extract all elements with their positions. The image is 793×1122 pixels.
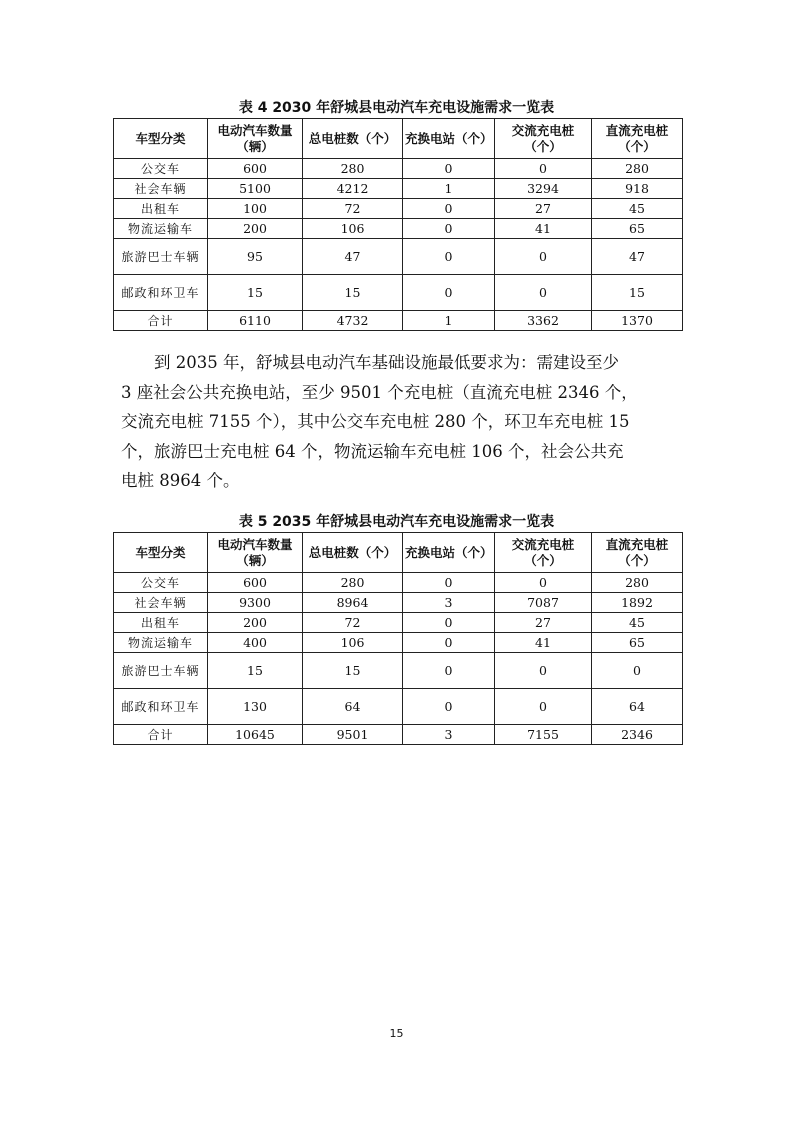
cell: 1 (403, 179, 495, 199)
table-row (114, 593, 683, 613)
cell: 100 (208, 199, 303, 219)
cell: 918 (592, 179, 683, 199)
cell: 280 (592, 573, 683, 593)
cell: 65 (592, 633, 683, 653)
cell: 6110 (208, 311, 303, 331)
cell: 社会车辆 (114, 179, 208, 199)
cell: 95 (208, 239, 303, 275)
cell: 47 (303, 239, 403, 275)
cell: 15 (303, 653, 403, 689)
cell: 41 (495, 219, 592, 239)
cell: 5100 (208, 179, 303, 199)
cell: 0 (403, 613, 495, 633)
cell: 400 (208, 633, 303, 653)
cell: 3 (403, 725, 495, 745)
cell: 社会车辆 (114, 593, 208, 613)
cell: 10645 (208, 725, 303, 745)
table-header-row (114, 533, 683, 573)
header-vehicle-type: 车型分类 (114, 533, 208, 573)
table-total-row (114, 725, 683, 745)
cell: 0 (403, 275, 495, 311)
cell: 47 (592, 239, 683, 275)
cell: 0 (495, 159, 592, 179)
table-total-row (114, 311, 683, 331)
paragraph-line: 个，旅游巴士充电桩 64 个，物流运输车充电桩 106 个，社会公共充 (121, 441, 624, 461)
cell: 旅游巴士车辆 (114, 653, 208, 689)
table-row (114, 179, 683, 199)
cell: 3294 (495, 179, 592, 199)
cell: 物流运输车 (114, 633, 208, 653)
cell: 15 (208, 275, 303, 311)
header-total-piles: 总电桩数（个） (303, 533, 403, 573)
cell: 64 (303, 689, 403, 725)
cell: 1892 (592, 593, 683, 613)
table-row (114, 275, 683, 311)
header-ev-count: 电动汽车数量（辆） (208, 119, 303, 159)
cell: 65 (592, 219, 683, 239)
cell: 邮政和环卫车 (114, 275, 208, 311)
cell: 9300 (208, 593, 303, 613)
cell: 280 (303, 159, 403, 179)
table-row (114, 159, 683, 179)
cell: 出租车 (114, 199, 208, 219)
cell: 合计 (114, 311, 208, 331)
cell: 41 (495, 633, 592, 653)
page-number: 15 (389, 1027, 404, 1040)
cell: 7087 (495, 593, 592, 613)
cell: 0 (592, 653, 683, 689)
cell: 0 (403, 633, 495, 653)
cell: 3 (403, 593, 495, 613)
header-ac-piles: 交流充电桩（个） (495, 119, 592, 159)
table-row (114, 689, 683, 725)
cell: 72 (303, 199, 403, 219)
cell: 45 (592, 199, 683, 219)
cell: 200 (208, 613, 303, 633)
cell: 0 (403, 239, 495, 275)
body-paragraph (121, 348, 681, 496)
paragraph-line: 电桩 8964 个。 (121, 471, 240, 490)
cell: 邮政和环卫车 (114, 689, 208, 725)
cell: 8964 (303, 593, 403, 613)
header-swap-stations: 充换电站（个） (403, 119, 495, 159)
cell: 7155 (495, 725, 592, 745)
header-vehicle-type: 车型分类 (114, 119, 208, 159)
cell: 0 (403, 653, 495, 689)
table4-caption: 表 4 2030 年舒城县电动汽车充电设施需求一览表 (238, 100, 555, 116)
cell: 合计 (114, 725, 208, 745)
paragraph-line: 到 2035 年，舒城县电动汽车基础设施最低要求为：需建设至少 (154, 353, 619, 372)
cell: 15 (208, 653, 303, 689)
cell: 0 (495, 275, 592, 311)
cell: 物流运输车 (114, 219, 208, 239)
cell: 0 (495, 689, 592, 725)
cell: 0 (495, 239, 592, 275)
cell: 9501 (303, 725, 403, 745)
cell: 0 (495, 573, 592, 593)
table-row (114, 613, 683, 633)
header-dc-piles: 直流充电桩（个） (592, 533, 683, 573)
cell: 280 (303, 573, 403, 593)
paragraph-line: 3 座社会公共充换电站，至少 9501 个充电桩（直流充电桩 2346 个， (121, 382, 638, 402)
cell: 旅游巴士车辆 (114, 239, 208, 275)
cell: 公交车 (114, 159, 208, 179)
header-total-piles: 总电桩数（个） (303, 119, 403, 159)
cell: 4212 (303, 179, 403, 199)
cell: 600 (208, 159, 303, 179)
table-row (114, 653, 683, 689)
header-dc-piles: 直流充电桩（个） (592, 119, 683, 159)
header-ac-piles: 交流充电桩（个） (495, 533, 592, 573)
table5-caption: 表 5 2035 年舒城县电动汽车充电设施需求一览表 (238, 514, 555, 530)
table-row (114, 573, 683, 593)
header-ev-count: 电动汽车数量（辆） (208, 533, 303, 573)
table-row (114, 199, 683, 219)
cell: 0 (403, 689, 495, 725)
cell: 4732 (303, 311, 403, 331)
cell: 27 (495, 199, 592, 219)
cell: 3362 (495, 311, 592, 331)
cell: 280 (592, 159, 683, 179)
cell: 0 (403, 573, 495, 593)
cell: 0 (403, 159, 495, 179)
cell: 200 (208, 219, 303, 239)
cell: 27 (495, 613, 592, 633)
cell: 1 (403, 311, 495, 331)
cell: 106 (303, 633, 403, 653)
table-row (114, 239, 683, 275)
cell: 0 (403, 219, 495, 239)
cell: 15 (303, 275, 403, 311)
cell: 0 (495, 653, 592, 689)
cell: 2346 (592, 725, 683, 745)
table-2030-demand (113, 118, 683, 331)
cell: 600 (208, 573, 303, 593)
cell: 64 (592, 689, 683, 725)
header-swap-stations: 充换电站（个） (403, 533, 495, 573)
cell: 1370 (592, 311, 683, 331)
table-row (114, 633, 683, 653)
cell: 公交车 (114, 573, 208, 593)
paragraph-line: 交流充电桩 7155 个），其中公交车充电桩 280 个，环卫车充电桩 15 (121, 412, 630, 431)
cell: 106 (303, 219, 403, 239)
cell: 72 (303, 613, 403, 633)
table-header-row (114, 119, 683, 159)
cell: 130 (208, 689, 303, 725)
cell: 0 (403, 199, 495, 219)
cell: 45 (592, 613, 683, 633)
table-row (114, 219, 683, 239)
cell: 15 (592, 275, 683, 311)
table-2035-demand (113, 532, 683, 745)
cell: 出租车 (114, 613, 208, 633)
